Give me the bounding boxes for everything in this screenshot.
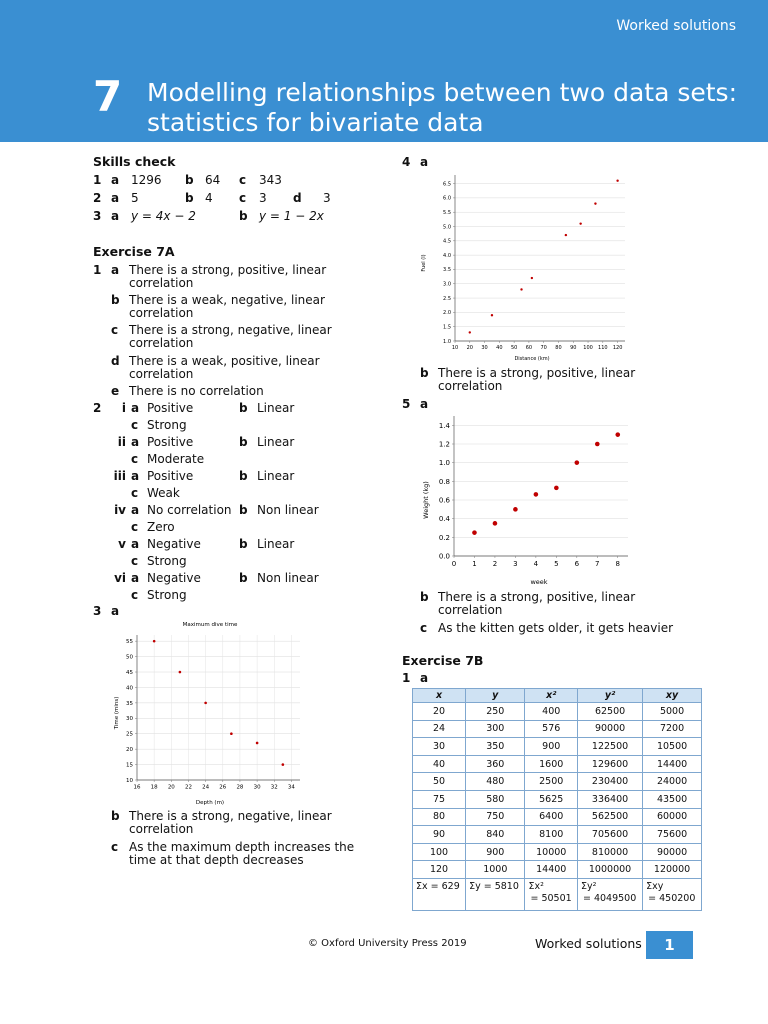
- e7a-q2-roman: vi: [114, 571, 126, 585]
- table-cell: 6400: [525, 808, 578, 826]
- sc-q1-a-val: 1296: [131, 173, 162, 187]
- table-cell: 14400: [525, 861, 578, 879]
- e7a-q3a-label: a: [111, 604, 120, 618]
- sc-q2-d-val: 3: [323, 191, 331, 205]
- data-point: [256, 742, 259, 745]
- e7a-q2-label-b: b: [239, 401, 248, 415]
- y-tick-label: 0.2: [438, 533, 450, 542]
- y-tick-label: 1.4: [438, 421, 450, 430]
- table-cell: 30: [413, 738, 466, 756]
- y-tick-label: 5.5: [443, 209, 451, 216]
- e7a-q5b-line1: There is a strong, positive, linear: [438, 590, 636, 604]
- table-sum-cell: [525, 878, 578, 910]
- sc-q1-b: b: [185, 173, 194, 187]
- e7a-q2-roman: iv: [114, 503, 126, 517]
- e7a-q2-roman: v: [118, 537, 126, 551]
- e7a-q2-roman: iii: [113, 469, 126, 483]
- footer-copyright: © Oxford University Press 2019: [308, 938, 467, 949]
- x-tick-label: 24: [202, 784, 210, 791]
- e7a-q4b-line2: correlation: [438, 379, 503, 393]
- dive-chart-title: Maximum dive time: [182, 622, 238, 628]
- exercise-7b-heading: Exercise 7B: [402, 653, 484, 668]
- e7a-q1c-line1: There is a strong, negative, linear: [129, 323, 332, 337]
- e7a-q2-val-b: Non linear: [257, 571, 319, 585]
- y-tick-label: 5.0: [443, 224, 451, 231]
- sum-label: Σxy: [646, 880, 664, 892]
- e7a-q1e-label: e: [111, 384, 120, 398]
- bivariate-table: [412, 688, 702, 911]
- table-sum-cell: [466, 878, 525, 910]
- e7b-q1-num: 1: [402, 671, 411, 685]
- footer-worked-solutions: Worked solutions: [535, 936, 642, 951]
- table-row: [413, 826, 702, 844]
- data-point: [204, 702, 207, 705]
- sum-label: Σy²: [580, 880, 597, 892]
- y-tick-label: 20: [126, 747, 133, 754]
- x-tick-label: 110: [598, 345, 608, 351]
- table-cell: 62500: [577, 703, 642, 721]
- e7a-q3c-line2: time at that depth decreases: [129, 853, 304, 867]
- sc-q3-b-val: y = 1 − 2x: [259, 209, 324, 223]
- table-header-cell: y²: [577, 689, 642, 703]
- table-row: [413, 808, 702, 826]
- sc-q1-c: c: [239, 173, 247, 187]
- y-tick-label: 15: [126, 762, 133, 769]
- e7a-q2-label-a: a: [131, 469, 140, 483]
- table-cell: 1000: [466, 861, 525, 879]
- y-tick-label: 0.4: [438, 515, 450, 524]
- e7a-q3c-label: c: [111, 840, 119, 854]
- table-cell: 20: [413, 703, 466, 721]
- e7a-q1d-label: d: [111, 354, 120, 368]
- e7a-q2-label-b: b: [239, 469, 248, 483]
- data-point: [469, 331, 471, 333]
- x-tick-label: 34: [287, 784, 295, 791]
- e7a-q1a-label: a: [111, 263, 120, 277]
- x-tick-label: 4: [533, 560, 539, 568]
- e7a-q2-label-a: a: [131, 537, 140, 551]
- e7a-q2-label-c: c: [131, 520, 139, 534]
- sc-q2-num: 2: [93, 191, 102, 205]
- kitten-chart-ylabel: Weight (kg): [422, 481, 430, 519]
- table-row: [413, 755, 702, 773]
- chapter-number: 7: [93, 72, 123, 121]
- y-tick-label: 25: [126, 731, 133, 738]
- e7a-q2-val-a: Positive: [147, 435, 194, 449]
- sc-q3-a: a: [111, 209, 120, 223]
- e7a-q1c-label: c: [111, 323, 119, 337]
- sc-q1-num: 1: [93, 173, 102, 187]
- sc-q2-c-val: 3: [259, 191, 267, 205]
- e7a-q5a-label: a: [420, 397, 429, 411]
- e7a-q1b-line1: There is a weak, negative, linear: [129, 293, 325, 307]
- table-cell: 810000: [577, 843, 642, 861]
- x-tick-label: 10: [451, 345, 459, 351]
- table-cell: 576: [525, 720, 578, 738]
- x-tick-label: 30: [253, 784, 261, 791]
- e7a-q2-label-a: a: [131, 571, 140, 585]
- kitten-chart-xlabel: week: [530, 578, 548, 586]
- table-cell: 122500: [577, 738, 642, 756]
- table-header-cell: x²: [525, 689, 578, 703]
- e7a-q2-label-a: a: [131, 401, 140, 415]
- sc-q2-b: b: [185, 191, 194, 205]
- x-tick-label: 18: [150, 784, 158, 791]
- e7a-q2-val-b: Non linear: [257, 503, 319, 517]
- y-tick-label: 3.5: [443, 267, 451, 274]
- skills-check-heading: Skills check: [93, 154, 176, 169]
- e7a-q3-num: 3: [93, 604, 102, 618]
- x-tick-label: 100: [583, 345, 593, 351]
- x-tick-label: 120: [612, 345, 623, 351]
- x-tick-label: 22: [184, 784, 192, 791]
- e7a-q2-label-a: a: [131, 435, 140, 449]
- dive-chart-ylabel: Time (mins): [114, 696, 120, 730]
- e7a-q2-label-b: b: [239, 537, 248, 551]
- y-tick-label: 4.0: [443, 252, 451, 259]
- table-sum-cell: [413, 878, 466, 910]
- sc-q3-num: 3: [93, 209, 102, 223]
- e7a-q2-val-c: Strong: [147, 554, 187, 568]
- y-tick-label: 3.0: [443, 281, 451, 288]
- table-sum-cell: [577, 878, 642, 910]
- e7a-q2-label-c: c: [131, 588, 139, 602]
- x-tick-label: 6: [574, 560, 580, 568]
- x-tick-label: 0: [451, 560, 457, 568]
- sc-q2-a-val: 5: [131, 191, 139, 205]
- table-row: [413, 720, 702, 738]
- x-tick-label: 1: [472, 560, 477, 568]
- y-tick-label: 0.0: [438, 552, 450, 561]
- x-tick-label: 90: [570, 345, 577, 351]
- sum-value: = 4049500: [582, 892, 637, 904]
- table-cell: 10500: [643, 738, 702, 756]
- table-cell: 5625: [525, 790, 578, 808]
- table-cell: 400: [525, 703, 578, 721]
- chapter-title: Modelling relationships between two data sets: statistics for bivariate data: [147, 78, 737, 137]
- sum-value: = 50501: [530, 892, 572, 904]
- e7a-q2-val-b: Linear: [257, 537, 295, 551]
- y-tick-label: 1.0: [443, 338, 451, 345]
- e7a-q1e-line1: There is no correlation: [129, 384, 264, 398]
- data-point: [554, 486, 559, 491]
- table-row: [413, 703, 702, 721]
- table-cell: 80: [413, 808, 466, 826]
- y-tick-label: 10: [126, 777, 133, 784]
- page-number: 1: [646, 931, 693, 959]
- e7a-q5b-label: b: [420, 590, 429, 604]
- sum-label: Σx = 629: [416, 880, 460, 892]
- sc-q1-b-val: 64: [205, 173, 221, 187]
- sum-value: = 450200: [648, 892, 696, 904]
- x-tick-label: 30: [481, 345, 488, 351]
- e7a-q5b-line2: correlation: [438, 603, 503, 617]
- e7a-q1b-label: b: [111, 293, 120, 307]
- x-tick-label: 7: [595, 560, 600, 568]
- x-tick-label: 16: [133, 784, 141, 791]
- y-tick-label: 40: [126, 685, 133, 692]
- data-point: [520, 288, 522, 290]
- sum-label: Σx²: [528, 880, 544, 892]
- e7a-q2-val-a: Negative: [147, 537, 201, 551]
- table-cell: 1000000: [577, 861, 642, 879]
- data-point: [282, 763, 285, 766]
- table-row: [413, 738, 702, 756]
- table-cell: 480: [466, 773, 525, 791]
- y-tick-label: 30: [126, 716, 133, 723]
- sc-q2-c: c: [239, 191, 247, 205]
- sc-q2-a: a: [111, 191, 120, 205]
- e7a-q4b-label: b: [420, 366, 429, 380]
- table-row: [413, 843, 702, 861]
- x-tick-label: 80: [555, 345, 562, 351]
- sum-label: Σy = 5810: [469, 880, 519, 892]
- e7a-q2-val-c: Zero: [147, 520, 175, 534]
- fuel-chart-ylabel: Fuel (l): [421, 254, 427, 272]
- e7a-q2-label-b: b: [239, 503, 248, 517]
- table-cell: 75600: [643, 826, 702, 844]
- e7a-q4-num: 4: [402, 155, 411, 169]
- dive-time-chart: [110, 615, 300, 810]
- data-point: [579, 222, 581, 224]
- e7a-q2-label-c: c: [131, 486, 139, 500]
- data-point: [534, 492, 539, 497]
- e7a-q2-val-a: Positive: [147, 469, 194, 483]
- x-tick-label: 50: [510, 345, 518, 351]
- table-cell: 5000: [643, 703, 702, 721]
- data-point: [595, 442, 600, 447]
- table-cell: 840: [466, 826, 525, 844]
- y-tick-label: 2.5: [443, 295, 451, 302]
- y-tick-label: 4.5: [443, 238, 451, 245]
- e7a-q2-val-a: Negative: [147, 571, 201, 585]
- e7a-q2-roman: ii: [117, 435, 126, 449]
- table-cell: 100: [413, 843, 466, 861]
- data-point: [513, 507, 518, 512]
- table-cell: 2500: [525, 773, 578, 791]
- x-tick-label: 20: [167, 784, 175, 791]
- e7a-q3b-label: b: [111, 809, 120, 823]
- header-worked-solutions: Worked solutions: [616, 18, 736, 34]
- e7a-q2-val-a: No correlation: [147, 503, 232, 517]
- table-cell: 580: [466, 790, 525, 808]
- table-row: [413, 773, 702, 791]
- table-cell: 90000: [643, 843, 702, 861]
- data-point: [472, 530, 477, 535]
- table-header-cell: xy: [643, 689, 702, 703]
- table-cell: 60000: [643, 808, 702, 826]
- table-header-row: [413, 689, 702, 703]
- y-tick-label: 35: [126, 700, 133, 707]
- y-tick-label: 2.0: [443, 310, 451, 317]
- x-tick-label: 20: [466, 345, 473, 351]
- e7a-q1d-line2: correlation: [129, 367, 194, 381]
- e7a-q2-val-b: Linear: [257, 469, 295, 483]
- e7a-q5-num: 5: [402, 397, 411, 411]
- data-point: [531, 277, 533, 279]
- e7a-q2-label-b: b: [239, 435, 248, 449]
- x-tick-label: 3: [513, 560, 518, 568]
- exercise-7a-heading: Exercise 7A: [93, 244, 175, 259]
- x-tick-label: 32: [270, 784, 278, 791]
- e7a-q4b-line1: There is a strong, positive, linear: [438, 366, 636, 380]
- e7a-q2-val-c: Moderate: [147, 452, 205, 466]
- data-point: [491, 314, 493, 316]
- e7a-q2-val-c: Strong: [147, 418, 187, 432]
- dive-chart-xlabel: Depth (m): [195, 800, 225, 806]
- x-tick-label: 8: [615, 560, 620, 568]
- e7a-q4a-label: a: [420, 155, 429, 169]
- table-cell: 336400: [577, 790, 642, 808]
- data-point: [594, 202, 596, 204]
- e7a-q3c-line1: As the maximum depth increases the: [129, 840, 355, 854]
- table-cell: 562500: [577, 808, 642, 826]
- table-cell: 250: [466, 703, 525, 721]
- table-cell: 75: [413, 790, 466, 808]
- table-cell: 40: [413, 755, 466, 773]
- e7a-q5c-label: c: [420, 621, 428, 635]
- table-row: [413, 790, 702, 808]
- table-cell: 705600: [577, 826, 642, 844]
- table-cell: 50: [413, 773, 466, 791]
- table-cell: 350: [466, 738, 525, 756]
- table-cell: 230400: [577, 773, 642, 791]
- e7a-q2-label-c: c: [131, 452, 139, 466]
- sc-q2-d: d: [293, 191, 302, 205]
- y-tick-label: 55: [126, 639, 133, 646]
- e7a-q1c-line2: correlation: [129, 336, 194, 350]
- e7a-q3b-line2: correlation: [129, 822, 194, 836]
- y-tick-label: 6.5: [443, 181, 451, 188]
- table-cell: 120: [413, 861, 466, 879]
- e7a-q2-label-b: b: [239, 571, 248, 585]
- fuel-distance-chart: [415, 165, 630, 365]
- table-header-cell: x: [413, 689, 466, 703]
- y-tick-label: 50: [126, 654, 133, 661]
- table-cell: 24000: [643, 773, 702, 791]
- fuel-chart-xlabel: Distance (km): [514, 356, 550, 362]
- e7a-q1a-line1: There is a strong, positive, linear: [129, 263, 327, 277]
- sc-q3-b: b: [239, 209, 248, 223]
- data-point: [616, 180, 618, 182]
- data-point: [230, 732, 233, 735]
- x-tick-label: 28: [236, 784, 244, 791]
- e7a-q2-label-a: a: [131, 503, 140, 517]
- y-tick-label: 1.2: [438, 440, 450, 449]
- e7a-q1-num: 1: [93, 263, 102, 277]
- table-header-cell: y: [466, 689, 525, 703]
- y-tick-label: 45: [126, 669, 133, 676]
- sc-q2-b-val: 4: [205, 191, 213, 205]
- table-cell: 10000: [525, 843, 578, 861]
- x-tick-label: 26: [219, 784, 227, 791]
- sc-q3-a-val: y = 4x − 2: [131, 209, 196, 223]
- table-sum-row: [413, 878, 702, 910]
- table-cell: 14400: [643, 755, 702, 773]
- table-cell: 90: [413, 826, 466, 844]
- table-cell: 24: [413, 720, 466, 738]
- table-cell: 1600: [525, 755, 578, 773]
- y-tick-label: 0.6: [438, 496, 450, 505]
- x-tick-label: 2: [492, 560, 498, 568]
- e7a-q1d-line1: There is a weak, positive, linear: [129, 354, 320, 368]
- sc-q1-a: a: [111, 173, 120, 187]
- x-tick-label: 70: [540, 345, 547, 351]
- y-tick-label: 1.5: [443, 324, 451, 331]
- table-cell: 360: [466, 755, 525, 773]
- x-tick-label: 5: [554, 560, 559, 568]
- e7a-q2-val-c: Strong: [147, 588, 187, 602]
- table-cell: 900: [525, 738, 578, 756]
- table-cell: 43500: [643, 790, 702, 808]
- table-cell: 900: [466, 843, 525, 861]
- e7a-q1a-line2: correlation: [129, 276, 194, 290]
- e7a-q2-label-c: c: [131, 554, 139, 568]
- table-cell: 90000: [577, 720, 642, 738]
- kitten-weight-chart: [415, 410, 630, 590]
- table-cell: 300: [466, 720, 525, 738]
- e7a-q2-val-b: Linear: [257, 401, 295, 415]
- data-point: [565, 234, 567, 236]
- x-tick-label: 60: [525, 345, 533, 351]
- e7a-q2-num: 2: [93, 401, 102, 415]
- data-point: [575, 460, 580, 465]
- table-row: [413, 861, 702, 879]
- e7b-q1a-label: a: [420, 671, 429, 685]
- y-tick-label: 0.8: [438, 477, 450, 486]
- table-cell: 7200: [643, 720, 702, 738]
- e7a-q3b-line1: There is a strong, negative, linear: [129, 809, 332, 823]
- y-tick-label: 6.0: [443, 195, 451, 202]
- e7a-q5c-line1: As the kitten gets older, it gets heavier: [438, 621, 674, 635]
- x-tick-label: 40: [496, 345, 503, 351]
- e7a-q2-roman: i: [121, 401, 126, 415]
- data-point: [493, 521, 498, 526]
- data-point: [615, 432, 620, 437]
- table-cell: 129600: [577, 755, 642, 773]
- e7a-q2-val-c: Weak: [147, 486, 180, 500]
- e7a-q2-val-b: Linear: [257, 435, 295, 449]
- e7a-q1b-line2: correlation: [129, 306, 194, 320]
- e7a-q2-label-c: c: [131, 418, 139, 432]
- data-point: [153, 640, 156, 643]
- table-cell: 8100: [525, 826, 578, 844]
- table-sum-cell: [643, 878, 702, 910]
- data-point: [179, 671, 182, 674]
- y-tick-label: 1.0: [438, 459, 450, 468]
- sc-q1-c-val: 343: [259, 173, 282, 187]
- table-cell: 750: [466, 808, 525, 826]
- header-banner: [0, 0, 768, 142]
- table-cell: 120000: [643, 861, 702, 879]
- e7a-q2-val-a: Positive: [147, 401, 194, 415]
